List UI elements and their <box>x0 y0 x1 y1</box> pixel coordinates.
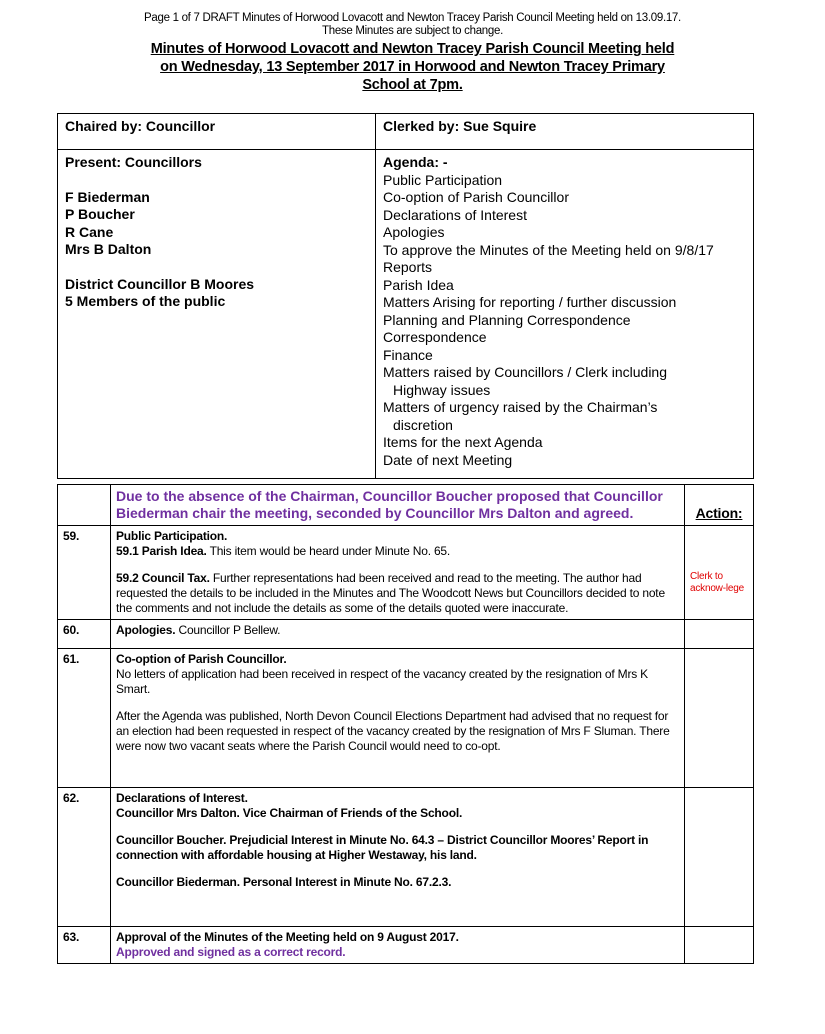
interest-declaration: Councillor Biederman. Personal Interest in Minute No. 67.2.3. <box>116 875 452 889</box>
meeting-info-table <box>57 113 754 479</box>
minute-number: 60. <box>58 620 111 649</box>
action-cell <box>685 927 754 964</box>
minute-63-content <box>111 927 685 964</box>
minute-title: Co-option of Parish Councillor. <box>116 652 287 666</box>
councillor-name: F Biederman <box>65 188 150 205</box>
action-cell <box>685 526 754 620</box>
minute-number: 59. <box>58 526 111 620</box>
agenda-item: Planning and Planning Correspondence <box>383 311 631 328</box>
present-heading: Present: Councillors <box>65 154 202 170</box>
chaired-by-cell: Chaired by: Councillor <box>58 114 376 150</box>
minute-resolution: Approved and signed as a correct record. <box>116 945 346 959</box>
minute-paragraph: No letters of application had been received in respect of the vacancy created by the resignation of Mrs K Smart. <box>116 667 648 696</box>
minute-title: Public Participation. <box>116 529 228 543</box>
agenda-item: To approve the Minutes of the Meeting held on 9/8/17 <box>383 241 714 258</box>
minute-paragraph <box>116 544 679 559</box>
agenda-heading: Agenda: - <box>383 154 448 170</box>
minute-59-content <box>111 526 685 620</box>
minute-62-content <box>111 788 685 927</box>
subitem-text: Further representations had been received and read to the meeting. The author had requested the details to be included in the Minutes and The Woodcott News but Councillors decided to note the comments and not include the details as some of the details quoted were inaccurate. <box>116 571 665 615</box>
title-line: School at 7pm. <box>362 77 463 93</box>
minute-number <box>58 485 111 526</box>
agenda-item: Matters raised by Councillors / Clerk including <box>383 364 667 380</box>
agenda-item: Reports <box>383 259 433 275</box>
agenda-cell <box>376 150 754 479</box>
page-header <box>0 12 825 94</box>
action-cell <box>685 649 754 788</box>
minute-text: Councillor P Bellew. <box>175 623 281 637</box>
agenda-item: Highway issues <box>393 381 491 398</box>
title-line: on Wednesday, 13 September 2017 in Horwood and Newton Tracey Primary <box>160 59 665 75</box>
action-note: Clerk to acknow-lege <box>690 571 744 594</box>
minute-paragraph: After the Agenda was published, North Devon Council Elections Department had advised that no request for an election had been requested in respect of the vacancy created by the resignation of Mrs F Sluman. There were now two vacant seats where the Parish Council would need to co-opt. <box>116 709 670 753</box>
agenda-item: Co-option of Parish Councillor <box>383 189 569 205</box>
minutes-table <box>57 484 754 964</box>
minute-title: Declarations of Interest. <box>116 791 248 805</box>
agenda-item: Finance <box>383 346 433 363</box>
minute-number: 61. <box>58 649 111 788</box>
minute-number: 63. <box>58 927 111 964</box>
minute-number: 62. <box>58 788 111 927</box>
district-councillor: District Councillor B Moores <box>65 275 255 292</box>
agenda-item: Date of next Meeting <box>383 451 513 468</box>
minute-paragraph <box>116 571 679 616</box>
minute-61-content <box>111 649 685 788</box>
agenda-item: Matters Arising for reporting / further discussion <box>383 294 677 310</box>
minute-60-content <box>111 620 685 649</box>
agenda-item: Correspondence <box>383 329 487 345</box>
agenda-item: Apologies <box>383 224 445 240</box>
subitem-heading: 59.1 Parish Idea. <box>116 544 207 558</box>
subitem-heading: 59.2 Council Tax. <box>116 571 210 585</box>
action-cell <box>685 788 754 927</box>
agenda-item: Parish Idea <box>383 276 454 293</box>
interest-declaration: Councillor Boucher. Prejudicial Interest in Minute No. 64.3 – District Councillor Moores’ Report in connection with affordable housing at Higher Westaway, his land. <box>116 833 649 862</box>
councillor-name: P Boucher <box>65 206 135 222</box>
minute-title: Approval of the Minutes of the Meeting held on 9 August 2017. <box>116 930 459 944</box>
header-draft-notice: These Minutes are subject to change. <box>322 25 503 37</box>
present-cell <box>58 150 376 479</box>
header-page-info: Page 1 of 7 DRAFT Minutes of Horwood Lovacott and Newton Tracey Parish Council Meeting held on 13.09.17. <box>144 12 681 24</box>
action-header-cell <box>685 485 754 526</box>
document-title <box>0 40 825 94</box>
clerked-by-cell: Clerked by: Sue Squire <box>376 114 754 150</box>
agenda-item: Matters of urgency raised by the Chairman’s <box>383 399 658 415</box>
chair-note: Due to the absence of the Chairman, Councillor Boucher proposed that Councillor Biederman chair the meeting, seconded by Councillor Mrs Dalton and agreed. <box>111 485 685 526</box>
minute-title: Apologies. <box>116 623 176 637</box>
title-line: Minutes of Horwood Lovacott and Newton Tracey Parish Council Meeting held <box>150 41 675 57</box>
action-heading: Action: <box>695 505 743 521</box>
councillor-name: Mrs B Dalton <box>65 241 152 257</box>
action-cell <box>685 620 754 649</box>
agenda-item: discretion <box>393 416 453 433</box>
agenda-item: Public Participation <box>383 171 503 188</box>
agenda-item: Declarations of Interest <box>383 206 527 223</box>
interest-declaration: Councillor Mrs Dalton. Vice Chairman of Friends of the School. <box>116 806 463 820</box>
members-of-public: 5 Members of the public <box>65 293 226 309</box>
agenda-item: Items for the next Agenda <box>383 434 543 450</box>
councillor-name: R Cane <box>65 223 114 240</box>
subitem-text: This item would be heard under Minute No. 65. <box>206 544 451 558</box>
